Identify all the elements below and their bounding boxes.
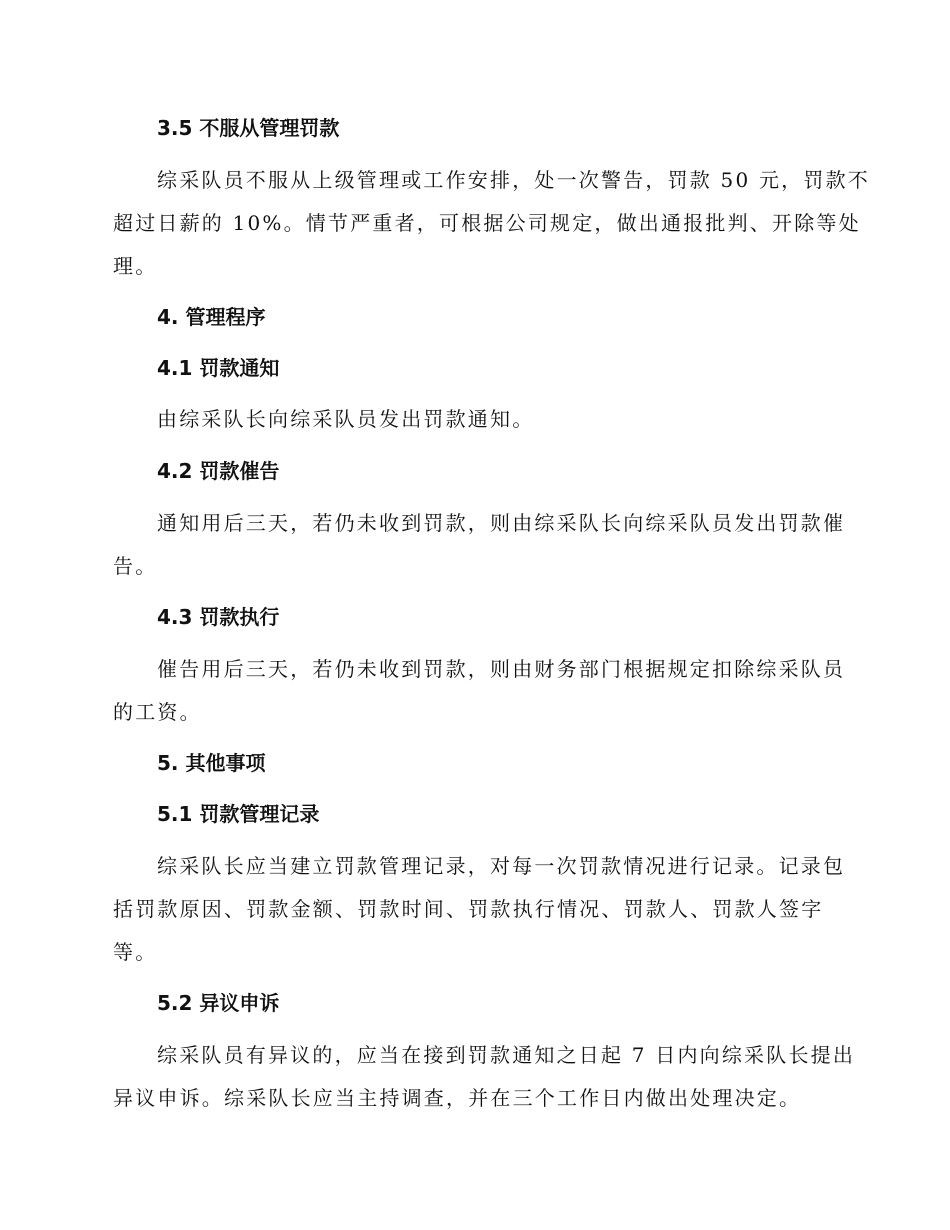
section-heading-3-5: 3.5 不服从管理罚款 — [157, 116, 340, 140]
paragraph-line: 的工资。 — [113, 700, 202, 724]
section-heading-5-2: 5.2 异议申诉 — [157, 991, 280, 1015]
section-heading-4-3: 4.3 罚款执行 — [157, 605, 280, 629]
section-heading-4: 4. 管理程序 — [157, 305, 266, 329]
paragraph-line: 综采队员有异议的，应当在接到罚款通知之日起 7 日内向综采队长提出 — [157, 1043, 856, 1067]
paragraph-line: 超过日薪的 10%。情节严重者，可根据公司规定，做出通报批判、开除等处 — [113, 211, 861, 235]
section-heading-4-1: 4.1 罚款通知 — [157, 356, 280, 380]
paragraph-line: 综采队长应当建立罚款管理记录，对每一次罚款情况进行记录。记录包 — [157, 854, 846, 878]
paragraph-line: 等。 — [113, 940, 158, 964]
paragraph-line: 告。 — [113, 554, 158, 578]
paragraph-line: 催告用后三天，若仍未收到罚款，则由财务部门根据规定扣除综采队员 — [157, 657, 846, 681]
section-heading-5: 5. 其他事项 — [157, 751, 266, 775]
paragraph-line: 括罚款原因、罚款金额、罚款时间、罚款执行情况、罚款人、罚款人签字 — [113, 897, 824, 921]
paragraph-line: 通知用后三天，若仍未收到罚款，则由综采队长向综采队员发出罚款催 — [157, 511, 846, 535]
paragraph-line: 理。 — [113, 254, 158, 278]
section-heading-4-2: 4.2 罚款催告 — [157, 459, 280, 483]
section-heading-5-1: 5.1 罚款管理记录 — [157, 802, 320, 826]
paragraph-line: 异议申诉。综采队长应当主持调查，并在三个工作日内做出处理决定。 — [113, 1086, 802, 1110]
paragraph-line: 综采队员不服从上级管理或工作安排，处一次警告，罚款 50 元，罚款不 — [157, 168, 870, 192]
paragraph-line: 由综采队长向综采队员发出罚款通知。 — [157, 407, 535, 431]
